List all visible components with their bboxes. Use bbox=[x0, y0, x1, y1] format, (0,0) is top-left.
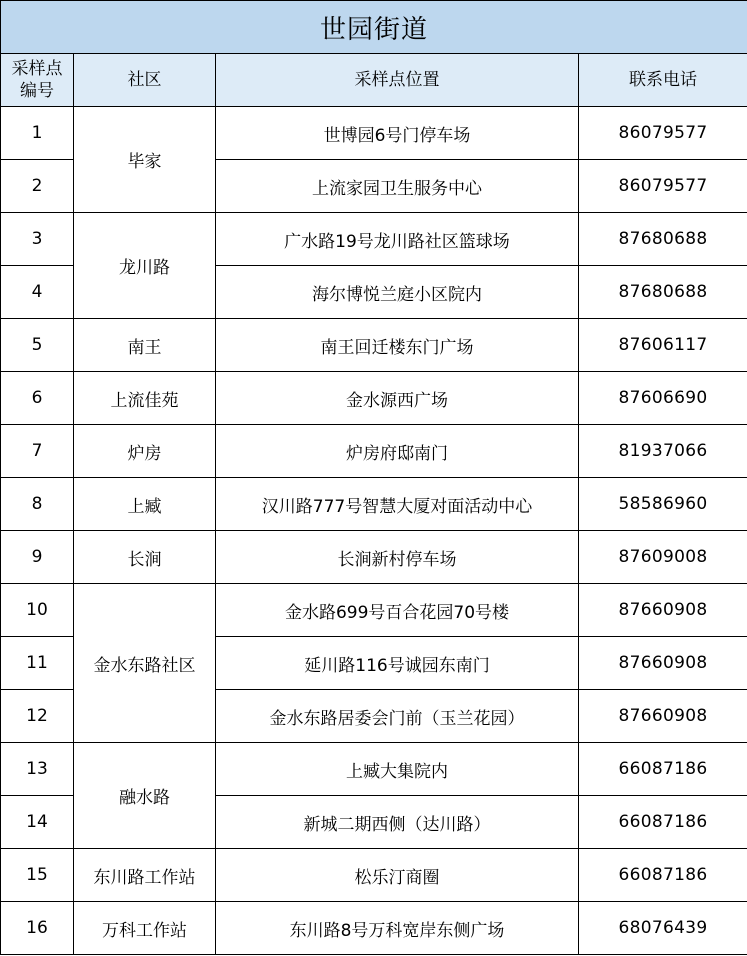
phone-cell: 86079577 bbox=[579, 160, 747, 213]
sample-number: 9 bbox=[1, 531, 74, 584]
header-community: 社区 bbox=[74, 54, 216, 107]
sample-number: 13 bbox=[1, 743, 74, 796]
phone-cell: 87660908 bbox=[579, 637, 747, 690]
sample-number: 1 bbox=[1, 107, 74, 160]
sample-number: 14 bbox=[1, 796, 74, 849]
community-cell: 炉房 bbox=[74, 425, 216, 478]
location-cell: 上臧大集院内 bbox=[216, 743, 579, 796]
table-row bbox=[1, 107, 747, 160]
location-cell: 上流家园卫生服务中心 bbox=[216, 160, 579, 213]
community-cell: 万科工作站 bbox=[74, 902, 216, 955]
phone-cell: 86079577 bbox=[579, 107, 747, 160]
phone-cell: 66087186 bbox=[579, 796, 747, 849]
phone-cell: 87606690 bbox=[579, 372, 747, 425]
table-row bbox=[1, 478, 747, 531]
community-cell: 融水路 bbox=[74, 743, 216, 849]
header-sample-number bbox=[1, 54, 74, 107]
phone-cell: 81937066 bbox=[579, 425, 747, 478]
community-cell: 东川路工作站 bbox=[74, 849, 216, 902]
phone-cell: 87660908 bbox=[579, 690, 747, 743]
community-cell: 上流佳苑 bbox=[74, 372, 216, 425]
sample-number: 6 bbox=[1, 372, 74, 425]
table-row bbox=[1, 902, 747, 955]
location-cell: 炉房府邸南门 bbox=[216, 425, 579, 478]
phone-cell: 87609008 bbox=[579, 531, 747, 584]
community-cell: 长涧 bbox=[74, 531, 216, 584]
phone-cell: 68076439 bbox=[579, 902, 747, 955]
phone-cell: 58586960 bbox=[579, 478, 747, 531]
sample-number: 5 bbox=[1, 319, 74, 372]
sample-number: 8 bbox=[1, 478, 74, 531]
location-cell: 金水路699号百合花园70号楼 bbox=[216, 584, 579, 637]
sample-number: 11 bbox=[1, 637, 74, 690]
table-row bbox=[1, 372, 747, 425]
community-cell: 金水东路社区 bbox=[74, 584, 216, 743]
sample-number: 15 bbox=[1, 849, 74, 902]
community-cell: 龙川路 bbox=[74, 213, 216, 319]
sample-number: 3 bbox=[1, 213, 74, 266]
table-row bbox=[1, 213, 747, 266]
phone-cell: 66087186 bbox=[579, 743, 747, 796]
location-cell: 新城二期西侧（达川路） bbox=[216, 796, 579, 849]
location-cell: 长涧新村停车场 bbox=[216, 531, 579, 584]
sample-number: 7 bbox=[1, 425, 74, 478]
sample-number: 12 bbox=[1, 690, 74, 743]
sample-number: 2 bbox=[1, 160, 74, 213]
location-cell: 广水路19号龙川路社区篮球场 bbox=[216, 213, 579, 266]
community-cell: 毕家 bbox=[74, 107, 216, 213]
table-row bbox=[1, 584, 747, 637]
sample-number: 16 bbox=[1, 902, 74, 955]
table-row bbox=[1, 319, 747, 372]
location-cell: 世博园6号门停车场 bbox=[216, 107, 579, 160]
table-row bbox=[1, 849, 747, 902]
table-row bbox=[1, 425, 747, 478]
location-cell: 金水源西广场 bbox=[216, 372, 579, 425]
location-cell: 延川路116号诚园东南门 bbox=[216, 637, 579, 690]
phone-cell: 66087186 bbox=[579, 849, 747, 902]
community-cell: 上臧 bbox=[74, 478, 216, 531]
table-title: 世园街道 bbox=[1, 1, 747, 54]
sample-number: 4 bbox=[1, 266, 74, 319]
phone-cell: 87606117 bbox=[579, 319, 747, 372]
header-location: 采样点位置 bbox=[216, 54, 579, 107]
location-cell: 东川路8号万科宽岸东侧广场 bbox=[216, 902, 579, 955]
sample-number: 10 bbox=[1, 584, 74, 637]
location-cell: 海尔博悦兰庭小区院内 bbox=[216, 266, 579, 319]
header-sample-number-line2: 编号 bbox=[20, 81, 54, 101]
community-cell: 南王 bbox=[74, 319, 216, 372]
header-phone: 联系电话 bbox=[579, 54, 747, 107]
location-cell: 金水东路居委会门前（玉兰花园） bbox=[216, 690, 579, 743]
table-row bbox=[1, 531, 747, 584]
location-cell: 松乐汀商圈 bbox=[216, 849, 579, 902]
phone-cell: 87680688 bbox=[579, 213, 747, 266]
location-cell: 南王回迁楼东门广场 bbox=[216, 319, 579, 372]
table-row bbox=[1, 743, 747, 796]
header-sample-number-line1: 采样点 bbox=[11, 59, 63, 79]
location-cell: 汉川路777号智慧大厦对面活动中心 bbox=[216, 478, 579, 531]
phone-cell: 87660908 bbox=[579, 584, 747, 637]
phone-cell: 87680688 bbox=[579, 266, 747, 319]
